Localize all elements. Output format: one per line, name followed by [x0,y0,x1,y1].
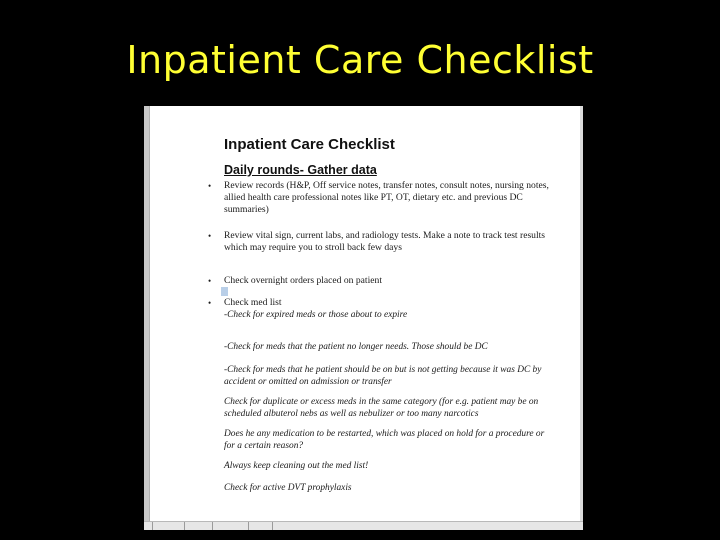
section-heading: Daily rounds- Gather data [224,163,377,177]
bullet-text: Review records (H&P, Off service notes, transfer notes, consult notes, nursing notes, allied health care professional notes like PT, OT, dietary etc. and previous DC summaries) [224,180,549,215]
status-bar-divider [272,522,273,530]
status-bar-divider [184,522,185,530]
note-line: Check for duplicate or excess meds in the same category (for e.g. patient may be on scheduled albuterol nebs as well as nebulizer or too many narcotics [224,397,539,419]
bullet-item [208,297,549,309]
document-title: Inpatient Care Checklist [224,136,395,153]
bullet-icon: • [208,231,212,241]
bullet-icon: • [208,276,212,286]
note-line: Does he any medication to be restarted, which was placed on hold for a procedure or for a certain reason? [224,429,545,451]
slide-title: Inpatient Care Checklist [126,38,594,82]
note-line: -Check for meds that the patient no longer needs. Those should be DC [224,342,488,352]
document-right-margin [580,106,583,530]
status-bar-divider [248,522,249,530]
note-line: Always keep cleaning out the med list! [224,461,369,471]
text-cursor-line [224,287,549,297]
bullet-icon: • [208,181,212,191]
bullet-item [208,230,549,254]
bullet-text: Check med list [224,297,282,308]
status-bar-divider [152,522,153,530]
document-content [208,136,549,494]
status-bar-divider [212,522,213,530]
note-line: Check for active DVT prophylaxis [224,483,352,493]
text-cursor-highlight [221,287,228,296]
bullet-icon: • [208,298,212,308]
bullet-text: Check overnight orders placed on patient [224,275,382,286]
bullet-item [208,180,549,216]
bullet-text: Review vital sign, current labs, and radiology tests. Make a note to track test results which may require you to stroll back few days [224,230,546,253]
note-line: -Check for expired meds or those about to expire [224,310,408,320]
note-line: -Check for meds that he patient should be on but is not getting because it was DC by accident or omitted on admission or transfer [224,365,542,387]
document-left-margin [144,106,150,530]
bullet-item [208,275,549,287]
document-status-bar [144,521,583,530]
document-image [144,106,583,530]
